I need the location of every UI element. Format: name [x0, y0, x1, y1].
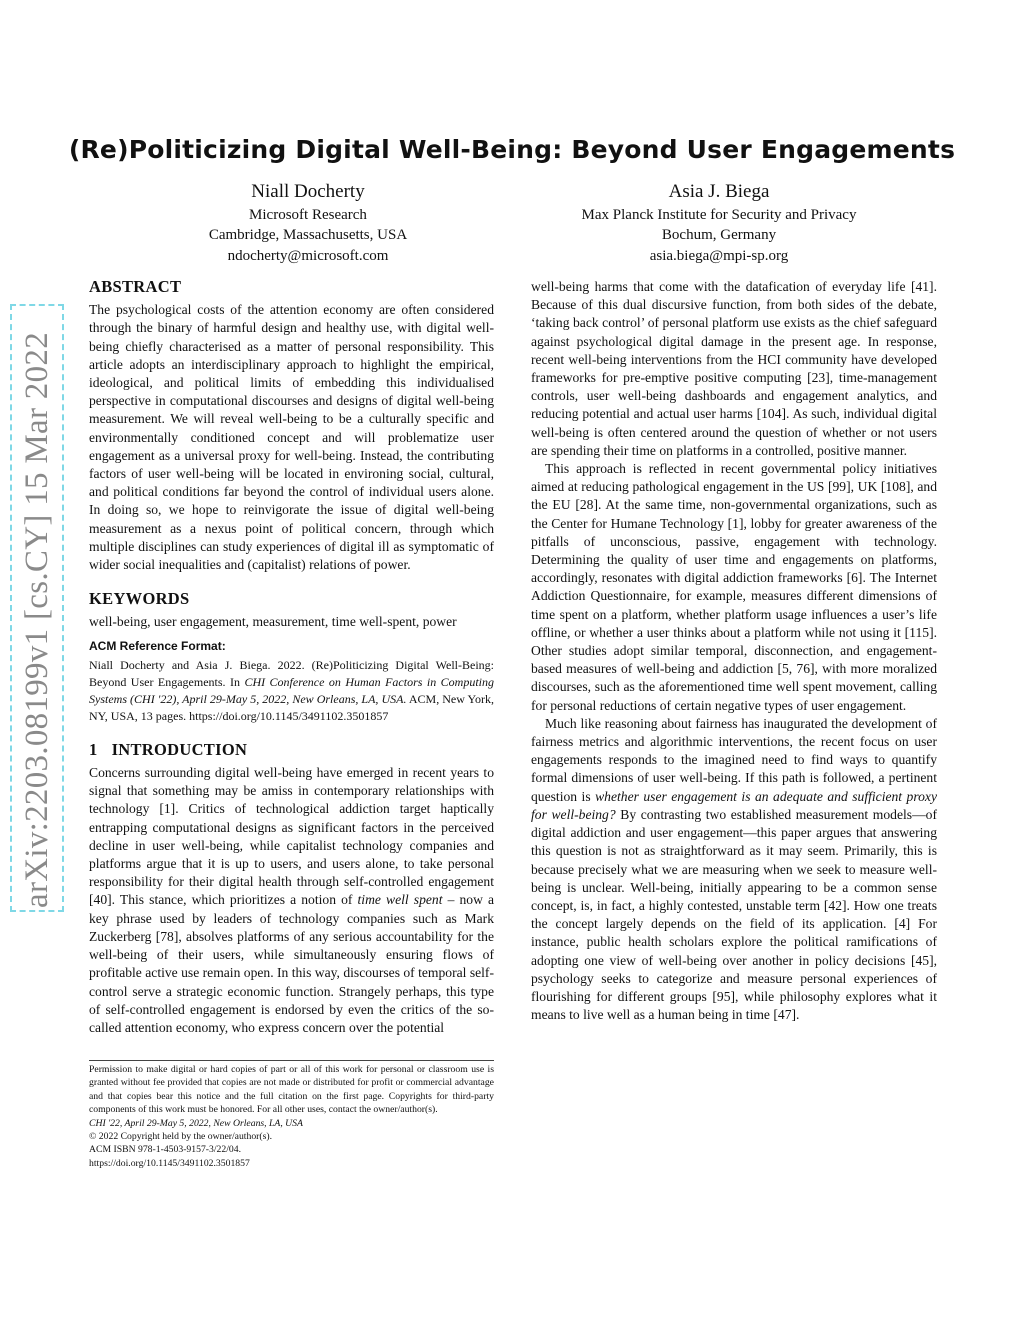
introduction-paragraph-1 [89, 764, 494, 1037]
footnote-doi[interactable]: https://doi.org/10.1145/3491102.3501857 [89, 1157, 250, 1169]
keywords-heading: KEYWORDS [89, 589, 190, 609]
acm-reference-venue: CHI Conference on Human Factors in Computing Systems (CHI '22), April 29-May 5, 2022, New Orleans, LA, USA. [89, 674, 494, 706]
acm-reference-publisher: ACM, New York, NY, USA, 13 pages. https://doi.org/10.1145/3491102.3501857 [89, 691, 494, 723]
abstract-heading: ABSTRACT [89, 277, 182, 296]
author-block-1 [88, 182, 528, 266]
author-email[interactable]: asia.biega@mpi-sp.org [649, 247, 789, 264]
intro-p3-part-a: Much like reasoning about fairness has inaugurated the development of fairness metrics and algorithmic interventions, the recent focus on user engagements responds to the imagined need to find ways to quantify formal dimensions of user well-being. If this path is followed, a pertinent question is [531, 715, 937, 804]
author-affiliation: Max Planck Institute for Security and Privacy [581, 206, 857, 223]
introduction-heading [89, 741, 494, 759]
author-block-2 [499, 182, 939, 266]
footnote-venue: CHI '22, April 29-May 5, 2022, New Orleans, LA, USA [89, 1117, 303, 1129]
footnote-divider [89, 1060, 494, 1061]
section-number: 1 [89, 739, 98, 759]
author-affiliation: Microsoft Research [249, 206, 367, 223]
footnote [89, 1063, 494, 1170]
introduction-paragraph-2: This approach is reflected in recent governmental policy initiatives aimed at reducing pathological engagement in the US [99], UK [108], and the EU [28]. At the same time, non-governmental organizations, such as the Center for Humane Technology [1], lobby for greater awareness of the pitfalls of unconscious, passive, engagement with technology. Determining the quality of user time and engagements on platforms, accordingly, resonates with digital addiction frameworks [6]. The Internet Addiction Questionnaire, for example, measures different dimensions of time spent on a platform, whether platform usage influences a user’s life offline, or whether a user thinks about a platform while not using it [115]. Other studies adopt similar temporal, disconnection, and engagement-based measures of well-being and addiction [5, 76], with more moralized discourses, such as the aforementioned time well spent movement, calling for personal reductions of certain negative types of user engagement. [531, 461, 937, 713]
author-name: Asia J. Biega [668, 181, 770, 202]
acm-reference-authors: Niall Docherty and Asia J. Biega. 2022. (Re)Politicizing Digital Well-Being: Beyond User Engagements. In [89, 657, 494, 689]
paper-title: (Re)Politicizing Digital Well-Being: Beyond User Engagements [68, 135, 956, 164]
footnote-copyright: © 2022 Copyright held by the owner/author(s). [89, 1131, 273, 1143]
author-name: Niall Docherty [251, 181, 365, 202]
author-location: Bochum, Germany [661, 227, 777, 243]
author-email[interactable]: ndocherty@microsoft.com [227, 247, 389, 264]
author-location: Cambridge, Massachusetts, USA [208, 227, 408, 243]
footnote-isbn: ACM ISBN 978-1-4503-9157-3/22/04. [89, 1144, 242, 1156]
intro-p3-emphasis: whether user engagement is an adequate and sufficient proxy for well-being? [531, 788, 938, 822]
intro-p1-part-a: Concerns surrounding digital well-being have emerged in recent years to signal that something may be amiss in contemporary relationships with technology [1]. Critics of technological addiction target haptically entrapping computational designs as significant factors in the perceived decline in user well-being, while capitalist technology companies and platforms argue that it is up to users, and users alone, to take personal responsibility for their digital health through self-controlled engagement [40]. This stance, which prioritizes a notion of [89, 765, 494, 908]
permission-notice: Permission to make digital or hard copies of part or all of this work for personal or classroom use is granted without fee provided that copies are not made or distributed for profit or commercial advantage and that copies bear this notice and the full citation on the first page. Copyrights for third-party components of this work must be honored. For all other uses, contact the owner/author(s). [89, 1064, 494, 1116]
intro-p1-part-b: – now a key phrase used by leaders of technology companies such as Mark Zuckerberg [78], absolves platforms of any serious accountability for the well-being of their users, while simultaneously ensuring flows of profitable active use remain open. In this way, discourses of temporal self-control serve a strategic economic function. Strangely perhaps, this type of self-controlled engagement is endorsed by even the critics of the so-called attention economy, who express concern over the potential [89, 892, 495, 1035]
intro-p1-emphasis: time well spent [357, 892, 443, 908]
abstract-text: The psychological costs of the attention economy are often considered through the binary of harmful design and healthy use, with digital well-being chiefly characterised as a matter of personal responsibility. This article adopts an interdisciplinary approach to highlight the empirical, ideological, and political limits of embedding this individualised perspective in computational discourses and designs of digital well-being measurement. We will reveal well-being to be a culturally specific and environmentally conditioned concept and will problematize user engagement as a universal proxy for well-being. Instead, the contributing factors of user well-being will be located in environing social, cultural, and political conditions far beyond the control of individual users alone. In doing so, we hope to reinvigorate the issue of digital well-being measurement as a nexus point of political concern, through which multiple disciplines can study experiences of digital ill as symptomatic of wider social inequalities and (capitalist) relations of power. [89, 302, 494, 573]
introduction-paragraph-1-continued: well-being harms that come with the datafication of everyday life [41]. Because of this dual discursive function, from both sides of the debate, ‘taking back control’ of personal platform use exists as the chief safeguard against psychological digital damage in the present age. In response, recent well-being interventions from the HCI community have developed frameworks for pre-emptive positive computing [23], time-management controls, user well-being dashboards and engagement analytics, and reducing potential and actual user harms [104]. As such, individual digital well-being is often centered around the question of whether or not users are spending their time on platforms in a controlled, positive manner. [531, 279, 937, 458]
acm-reference-heading: ACM Reference Format: [89, 638, 226, 653]
arxiv-watermark[interactable]: arXiv:2203.08199v1 [cs.CY] 15 Mar 2022 [14, 308, 60, 908]
introduction-paragraph-3 [531, 715, 937, 1024]
acm-reference-text [89, 657, 494, 725]
right-column [531, 278, 937, 1024]
section-title: INTRODUCTION [111, 739, 248, 759]
intro-p3-part-b: By contrasting two established measurement models—of digital addiction and user engagement—this paper argues that answering this question is not as straightforward as it may seem. Primarily, this is because precisely what we are measuring when we seek to measure well-being is unclear. Well-being, initially appearing to be a common sense concept, is, in fact, a highly contested, unstable term [42]. How one treats the concept largely depends on the field of its application. [4] For instance, public health scholars explore the political ramifications of adopting one view of well-being over another in policy decisions [45], psychology seeks to categorize and measure personal experiences of flourishing for different groups [95], while philosophy explores what it means to live well as a human being in time [47]. [531, 806, 937, 1023]
keywords-text: well-being, user engagement, measurement, time well-spent, power [89, 614, 457, 630]
left-column [89, 278, 494, 1037]
